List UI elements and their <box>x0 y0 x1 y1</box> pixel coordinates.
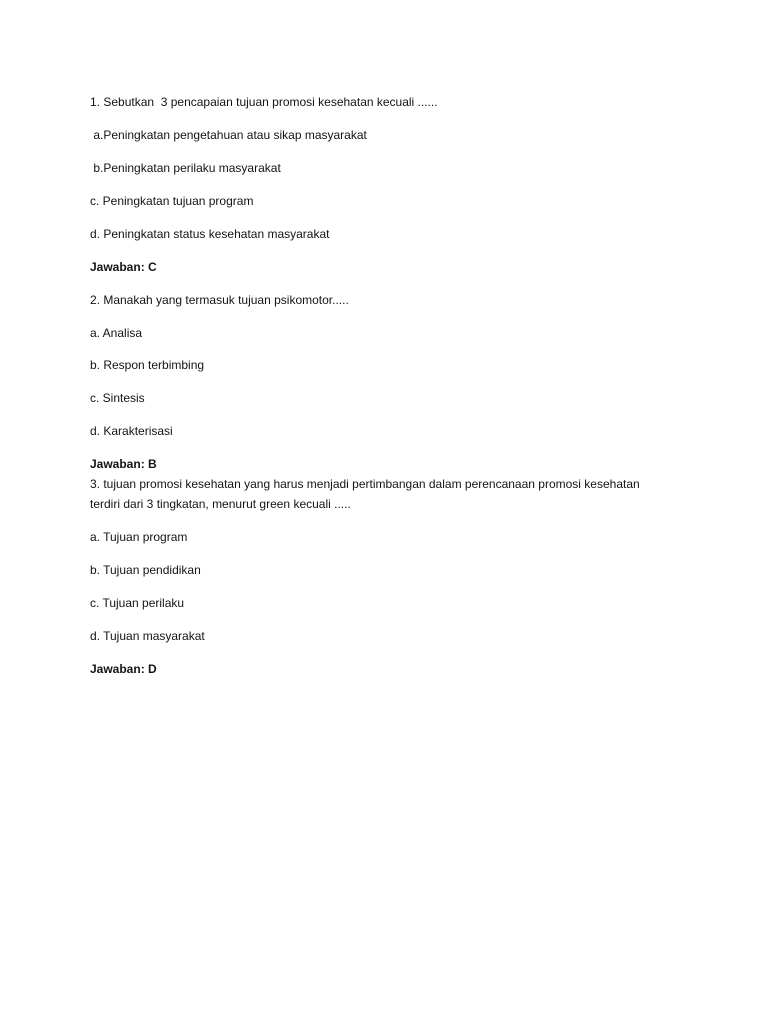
q1-option-c: c. Peningkatan tujuan program <box>90 194 254 208</box>
q2-option-d: d. Karakterisasi <box>90 424 173 438</box>
question-1: 1. Sebutkan 3 pencapaian tujuan promosi kesehatan kecuali ...... <box>90 95 438 109</box>
q1-option-d: d. Peningkatan status kesehatan masyarakat <box>90 227 330 241</box>
q3-option-a: a. Tujuan program <box>90 530 188 544</box>
q2-answer: Jawaban: B <box>90 457 157 471</box>
q3-option-b: b. Tujuan pendidikan <box>90 563 201 577</box>
q1-answer: Jawaban: C <box>90 260 157 274</box>
q3-answer: Jawaban: D <box>90 662 157 676</box>
q2-option-c: c. Sintesis <box>90 391 145 405</box>
q1-option-b: b.Peningkatan perilaku masyarakat <box>90 161 281 175</box>
q3-option-c: c. Tujuan perilaku <box>90 596 185 610</box>
q3-option-d: d. Tujuan masyarakat <box>90 629 205 643</box>
q2-option-b: b. Respon terbimbing <box>90 358 205 372</box>
question-3-line-2: terdiri dari 3 tingkatan, menurut green kecuali ..... <box>90 497 351 511</box>
question-2: 2. Manakah yang termasuk tujuan psikomotor..... <box>90 293 349 307</box>
q1-option-a: a.Peningkatan pengetahuan atau sikap masyarakat <box>90 128 367 142</box>
q2-option-a: a. Analisa <box>90 326 143 340</box>
question-3-line-1: 3. tujuan promosi kesehatan yang harus menjadi pertimbangan dalam perencanaan promosi kesehatan <box>90 477 640 491</box>
